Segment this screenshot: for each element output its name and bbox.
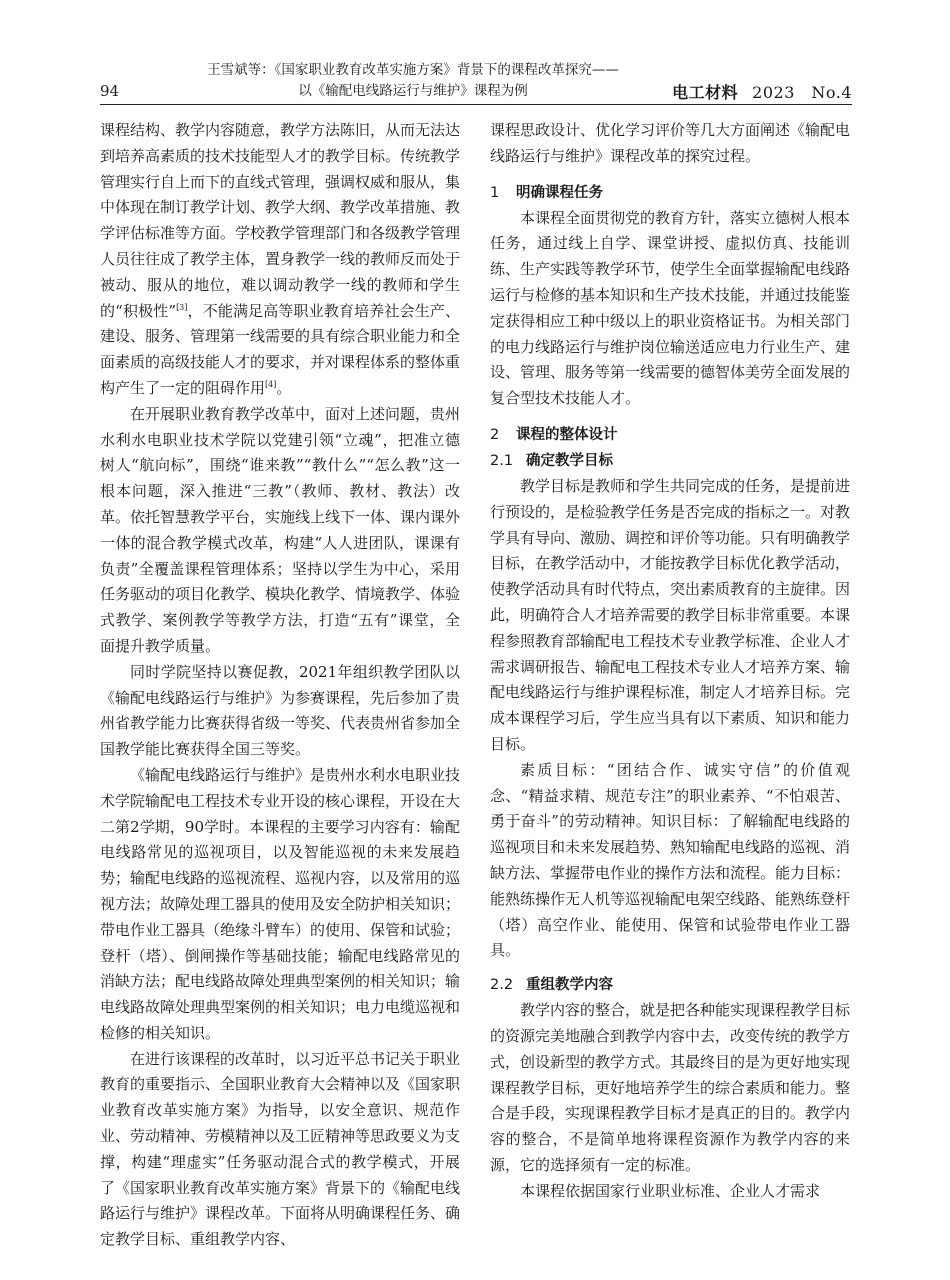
section-heading-1: 1 明确课程任务: [490, 184, 603, 201]
paragraph: 教学目标是教师和学生共同完成的任务，是提前进行预设的，是检验教学任务是否完成的指标之一。对教学具有导向、激励、调控和评价等功能。只有明确教学目标，在教学活动中，才能按教学目标优化教学活动，使教学活动具有时代特点，突出素质教育的主旋律。因此，明确符合人才培养需要的教学目标非常重要。本课程参照教育部输配电工程技术专业教学标准、企业人才需求调研报告、输配电工程技术专业人才培养方案、输配电线路运行与维护课程标准，制定人才培养目标。完成本课程学习后，学生应当具有以下素质、知识和能力目标。: [490, 476, 851, 753]
journal-info: [672, 80, 852, 103]
journal-issue: 2023 No.4: [752, 83, 852, 102]
paragraph: 《输配电线路运行与维护》是贵州水利水电职业技术学院输配电工程技术专业开设的核心课程，开设在大二第2学期，90学时。本课程的主要学习内容有：输配电线路常见的巡视项目，以及智能巡视的未来发展趋势；输配电线路的巡视流程、巡视内容，以及常用的巡视方法；故障处理工器具的使用及安全防护相关知识；带电作业工器具（绝缘斗臂车）的使用、保管和试验；登杆（塔）、倒闸操作等基础技能；输配电线路常见的消缺方法；配电线路故障处理典型案例的相关知识；输电线路故障处理典型案例的相关知识；电力电缆巡视和检修的相关知识。: [100, 765, 461, 1042]
paragraph: 在进行该课程的改革时，以习近平总书记关于职业教育的重要指示、全国职业教育大会精神以及《国家职业教育改革实施方案》为指导，以安全意识、规范作业、劳动精神、劳模精神以及工匠精神等思政要义为支撑，构建“理虚实”任务驱动混合式的教学模式，开展了《国家职业教育改革实施方案》背景下的《输配电线路运行与维护》课程改革。下面将从明确课程任务、确定教学目标、重组教学内容、: [100, 1049, 461, 1249]
header-rule: [100, 104, 852, 105]
section-heading-2: 2 课程的整体设计: [490, 426, 618, 443]
journal-name: 电工材料: [672, 83, 739, 102]
paragraph: 课程思政设计、优化学习评价等几大方面阐述《输配电线路运行与维护》课程改革的探究过程。: [490, 121, 851, 165]
paragraph: 教学内容的整合，就是把各种能实现课程教学目标的资源完美地融合到教学内容中去，改变传统的教学方式，创设新型的教学方式。其最终目的是为更好地实现课程教学目标，更好地培养学生的综合素质和能力。整合是手段，实现课程教学目标才是真正的目的。教学内容的整合，不是简单地将课程资源作为教学内容的来源，它的选择须有一定的标准。: [490, 1001, 851, 1174]
running-title-line1: 王雪斌等：《国家职业教育改革实施方案》背景下的课程改革探究——: [207, 62, 619, 78]
citation: [4]: [265, 379, 277, 389]
paragraph: 素质目标：“团结合作、诚实守信”的价值观念、“精益求精、规范专注”的职业素养、“不怕艰苦、勇于奋斗”的劳动精神。知识目标：了解输配电线路的巡视项目和未来发展趋势、熟知输配电线路的巡视、消缺方法、掌握带电作业的操作方法和流程。能力目标：能熟练操作无人机等巡视输配电架空线路、能熟练登杆（塔）高空作业、能使用、保管和试验带电作业工器具。: [490, 760, 851, 960]
paragraph: 本课程依据国家行业职业标准、企业人才需求: [520, 1181, 821, 1200]
running-title-line2: 以《输配电线路运行与维护》课程为例: [298, 83, 528, 99]
paragraph: 课程结构、教学内容随意，教学方法陈旧，从而无法达到培养高素质的技术技能型人才的教学目标。传统教学管理实行自上而下的直线式管理，强调权威和服从，集中体现在制订教学计划、教学大纲、教学改革措施、教学评估标准等方面。学校教学管理部门和各级教学管理人员往往成了教学主体，置身教学一线的教师反而处于被动、服从的地位，难以调动教学一线的教师和学生的“积极性”[3]，不能满足高等职业教育培养社会生产、建设、服务、管理第一线需要的具有综合职业能力和全面素质的高级技能人才的要求，并对课程体系的整体重构产生了一定的阻碍作用[4]。: [100, 121, 461, 397]
page-number: 94: [100, 82, 120, 100]
right-column: [490, 118, 850, 1204]
running-title: [188, 60, 638, 102]
subsection-heading-2-1: 2.1 确定教学目标: [490, 452, 613, 469]
citation: [3]: [176, 302, 188, 312]
page-header: [100, 58, 852, 104]
paragraph: 本课程全面贯彻党的教育方针，落实立德树人根本任务，通过线上自学、课堂讲授、虚拟仿真、技能训练、生产实践等教学环节，使学生全面掌握输配电线路运行与检修的基本知识和生产技术技能，并通过技能鉴定获得相应工种中级以上的职业资格证书。为相关部门的电力线路运行与维护岗位输送适应电力行业生产、建设、管理、服务等第一线需要的德智体美劳全面发展的复合型技术技能人才。: [490, 208, 851, 408]
paragraph: 同时学院坚持以赛促教，2021年组织教学团队以《输配电线路运行与维护》为参赛课程，先后参加了贵州省教学能力比赛获得省级一等奖、代表贵州省参加全国教学能比赛获得全国三等奖。: [100, 662, 461, 759]
left-column: [100, 118, 460, 1253]
paragraph: 在开展职业教育教学改革中，面对上述问题，贵州水利水电职业技术学院以党建引领“立魂”，把准立德树人“航向标”，围绕“谁来教”“教什么”“怎么教”这一根本问题，深入推进“三教”（教师、教材、教法）改革。依托智慧教学平台，实施线上线下一体、课内课外一体的混合教学模式改革，构建“人人进团队，课课有负责”全覆盖课程管理体系；坚持以学生为中心，采用任务驱动的项目化教学、模块化教学、情境教学、体验式教学、案例教学等教学方法，打造“五有”课堂，全面提升教学质量。: [100, 404, 461, 655]
subsection-heading-2-2: 2.2 重组教学内容: [490, 977, 613, 994]
